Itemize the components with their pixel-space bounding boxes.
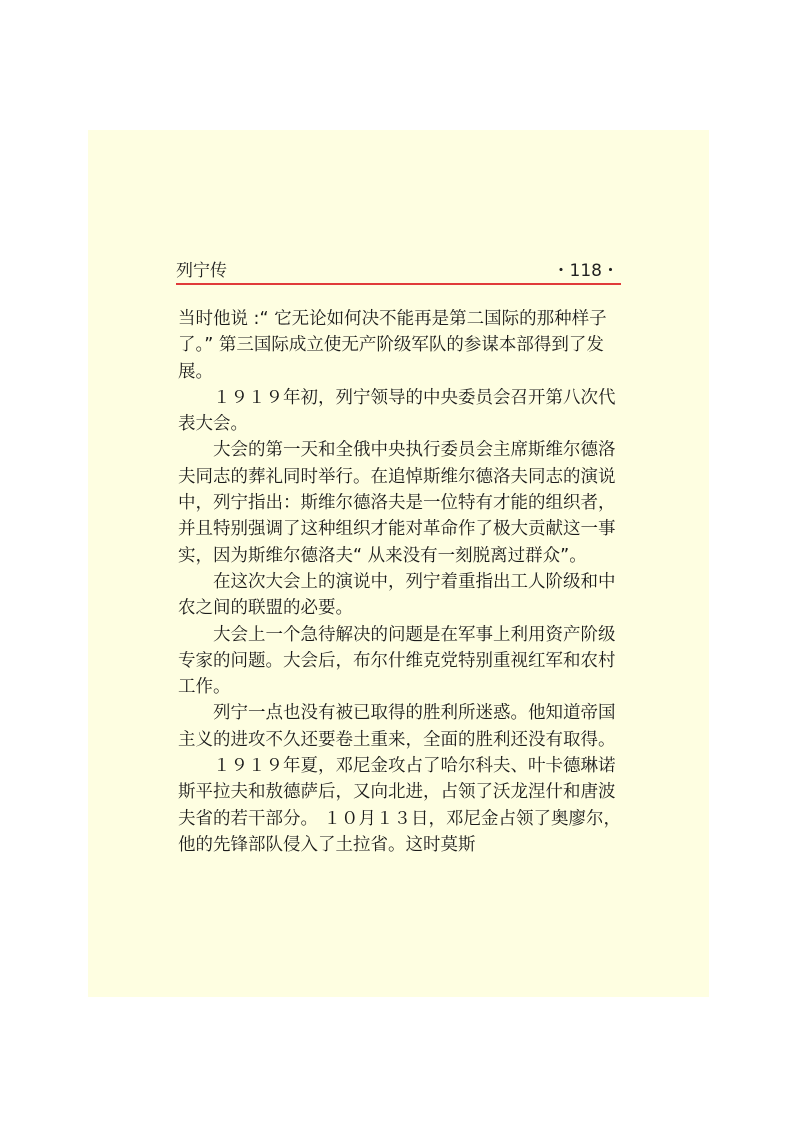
paragraph-6: 列宁一点也没有被已取得的胜利所迷惑。他知道帝国主义的进攻不久还要卷土重来，全面的胜利还没有取得。 [178,703,616,750]
paragraph-5: 大会上一个急待解决的问题是在军事上利用资产阶级专家的问题。大会后，布尔什维克党特别重视红军和农村工作。 [178,624,616,698]
running-title: 列宁传 [176,261,227,281]
paragraph-3: 大会的第一天和全俄中央执行委员会主席斯维尔德洛夫同志的葬礼同时举行。在追悼斯维尔德洛夫同志的演说中，列宁指出：斯维尔德洛夫是一位特有才能的组织者，并且特别强调了这种组织才能对革命作了极大贡献这一事实，因为斯维尔德洛夫“ 从来没有一刻脱离过群众”。 [178,440,616,566]
paragraph-2: １９１９年初，列宁领导的中央委员会召开第八次代表大会。 [178,387,616,435]
body-text [178,306,624,858]
page-header [176,259,621,285]
page-number: ・118・ [552,261,619,281]
paragraph-4: 在这次大会上的演说中，列宁着重指出工人阶级和中农之间的联盟的必要。 [178,571,616,619]
paragraph-1: 当时他说 :“ 它无论如何决不能再是第二国际的那种样子了。” 第三国际成立使无产阶级军队的参谋本部得到了发展。 [178,309,607,382]
paragraph-7: １９１９年夏，邓尼金攻占了哈尔科夫、叶卡德琳诺斯平拉夫和敖德萨后，又向北进，占领了沃龙涅什和唐波夫省的若干部分。 １０月１３日，邓尼金占领了奥廖尔，他的先锋部队侵入了土拉省。这时莫斯 [178,756,622,855]
